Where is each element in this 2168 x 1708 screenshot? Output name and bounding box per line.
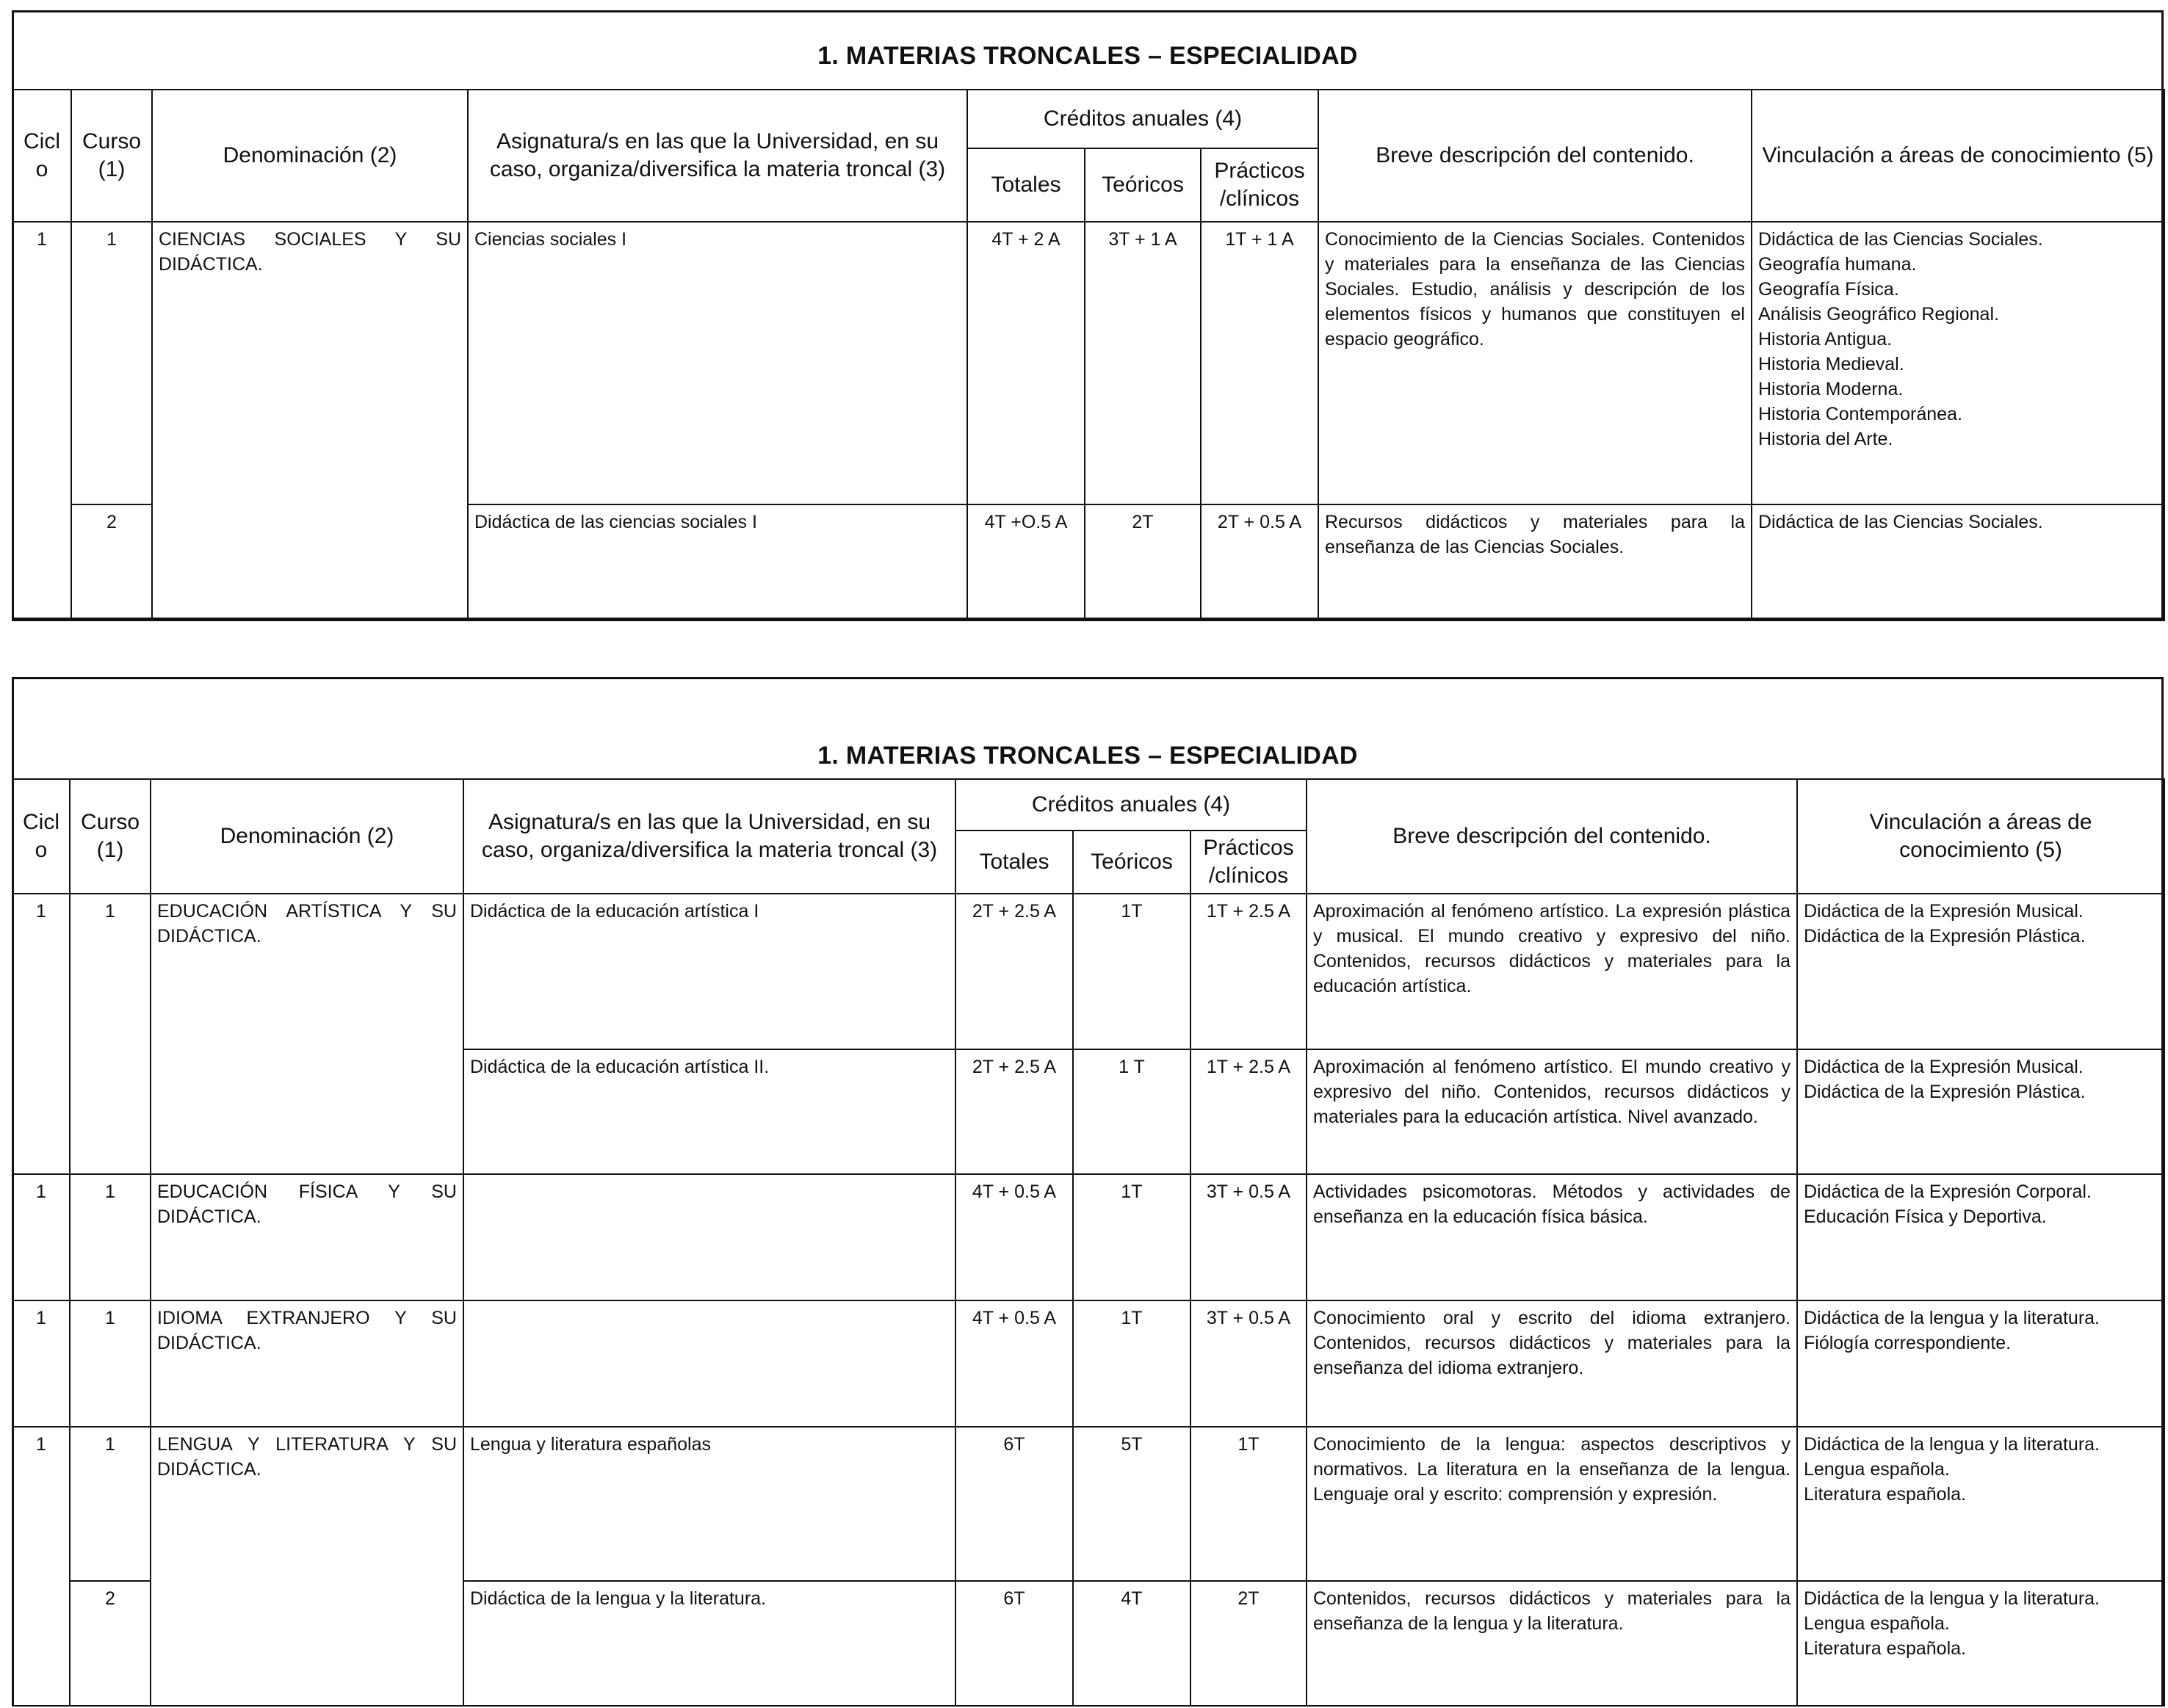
- cell-totales: 6T: [955, 1581, 1073, 1706]
- table-row: [12, 1427, 2164, 1581]
- cell-totales: 4T +O.5 A: [967, 504, 1085, 620]
- cell-asignatura: Didáctica de la educación artística I: [463, 894, 955, 1049]
- cell-areas: [1797, 1174, 2164, 1300]
- cell-practicos: 1T: [1190, 1427, 1307, 1581]
- cell-teoricos: 2T: [1085, 504, 1201, 620]
- header-totales: Totales: [955, 831, 1073, 894]
- cell-practicos: 3T + 0.5 A: [1190, 1300, 1307, 1427]
- cell-areas: [1752, 222, 2164, 504]
- area-item: Literatura española.: [1804, 1484, 1966, 1505]
- area-item: Geografía humana.: [1758, 254, 1917, 275]
- cell-totales: 4T + 2 A: [967, 222, 1085, 504]
- area-item: Historia Medieval.: [1758, 354, 1904, 374]
- cell-areas: [1752, 504, 2164, 620]
- cell-teoricos: 1T: [1073, 1300, 1190, 1427]
- cell-teoricos: 5T: [1073, 1427, 1190, 1581]
- cell-asignatura: Didáctica de las ciencias sociales I: [468, 504, 967, 620]
- cell-asignatura: Didáctica de la educación artística II.: [463, 1049, 955, 1174]
- cell-denominacion: EDUCACIÓN ARTÍSTICA Y SU DIDÁCTICA.: [151, 894, 463, 1174]
- cell-totales: 2T + 2.5 A: [955, 1049, 1073, 1174]
- area-item: Didáctica de la Expresión Plástica.: [1804, 926, 2086, 947]
- cell-descripcion: Aproximación al fenómeno artístico. El mundo creativo y expresivo del niño. Contenidos, recursos didácticos y materiales para la educación artística. Nivel avanzado.: [1307, 1049, 1797, 1174]
- cell-asignatura: Didáctica de la lengua y la literatura.: [463, 1581, 955, 1706]
- table-title: 1. MATERIAS TRONCALES – ESPECIALIDAD: [817, 42, 1358, 70]
- cell-curso: 1: [70, 1174, 151, 1300]
- cell-areas: [1797, 1581, 2164, 1706]
- cell-asignatura: Lengua y literatura españolas: [463, 1427, 955, 1581]
- cell-curso: 2: [71, 504, 152, 620]
- cell-curso: 2: [70, 1581, 151, 1706]
- cell-totales: 6T: [955, 1427, 1073, 1581]
- cell-descripcion: Recursos didácticos y materiales para la enseñanza de las Ciencias Sociales.: [1318, 504, 1752, 620]
- cell-denominacion: EDUCACIÓN FÍSICA Y SU DIDÁCTICA.: [151, 1174, 463, 1300]
- cell-denominacion: IDIOMA EXTRANJERO Y SU DIDÁCTICA.: [151, 1300, 463, 1427]
- header-ciclo: Cicl o: [12, 90, 71, 222]
- table-row: [12, 894, 2164, 1049]
- area-item: Didáctica de la lengua y la literatura.: [1804, 1588, 2100, 1609]
- cell-asignatura: Ciencias sociales I: [468, 222, 967, 504]
- header-descripcion: Breve descripción del contenido.: [1307, 779, 1797, 894]
- header-curso: Curso (1): [71, 90, 152, 222]
- cell-areas: [1797, 1049, 2164, 1174]
- header-asignatura: Asignatura/s en las que la Universidad, en su caso, organiza/diversifica la materia troncal (3): [463, 779, 955, 894]
- table-row: [12, 222, 2164, 504]
- area-item: Didáctica de las Ciencias Sociales.: [1758, 512, 2043, 532]
- cell-teoricos: 1T: [1073, 894, 1190, 1049]
- cell-descripcion: Conocimiento de la lengua: aspectos descriptivos y normativos. La literatura en la enseñanza de la lengua. Lenguaje oral y escrito: comprensión y expresión.: [1307, 1427, 1797, 1581]
- area-item: Fiólogía correspondiente.: [1804, 1333, 2012, 1353]
- subjects-table: [12, 89, 2165, 621]
- area-item: Geografía Física.: [1758, 279, 1899, 300]
- area-item: Didáctica de la lengua y la literatura.: [1804, 1308, 2100, 1328]
- cell-areas: [1797, 894, 2164, 1049]
- area-item: Análisis Geográfico Regional.: [1758, 304, 1999, 325]
- header-vinculacion: Vinculación a áreas de conocimiento (5): [1797, 779, 2164, 894]
- cell-curso: 1: [70, 1427, 151, 1581]
- cell-denominacion: CIENCIAS SOCIALES Y SU DIDÁCTICA.: [152, 222, 468, 620]
- cell-ciclo: 1: [12, 1427, 70, 1706]
- area-item: Lengua española.: [1804, 1613, 1950, 1634]
- cell-teoricos: 4T: [1073, 1581, 1190, 1706]
- cell-teoricos: 3T + 1 A: [1085, 222, 1201, 504]
- area-item: Literatura española.: [1804, 1638, 1966, 1659]
- cell-descripcion: Aproximación al fenómeno artístico. La expresión plástica y musical. El mundo creativo y expresivo del niño. Contenidos, recursos didácticos y materiales para la educación artística.: [1307, 894, 1797, 1049]
- area-item: Historia Contemporánea.: [1758, 404, 1962, 424]
- area-item: Didáctica de la Expresión Musical.: [1804, 901, 2084, 922]
- area-item: Lengua española.: [1804, 1459, 1950, 1480]
- area-item: Historia Antigua.: [1758, 329, 1893, 350]
- cell-practicos: 1T + 1 A: [1201, 222, 1318, 504]
- cell-descripcion: Actividades psicomotoras. Métodos y actividades de enseñanza en la educación física básica.: [1307, 1174, 1797, 1300]
- cell-denominacion: LENGUA Y LITERATURA Y SU DIDÁCTICA.: [151, 1427, 463, 1706]
- area-item: Didáctica de la Expresión Musical.: [1804, 1057, 2084, 1077]
- header-asignatura: Asignatura/s en las que la Universidad, en su caso, organiza/diversifica la materia troncal (3): [468, 90, 967, 222]
- materias-troncales-table-1: [12, 10, 2164, 620]
- cell-asignatura: [463, 1174, 955, 1300]
- cell-teoricos: 1 T: [1073, 1049, 1190, 1174]
- area-item: Didáctica de la Expresión Corporal.: [1804, 1182, 2092, 1202]
- cell-ciclo: 1: [12, 1174, 70, 1300]
- cell-totales: 4T + 0.5 A: [955, 1174, 1073, 1300]
- header-vinculacion: Vinculación a áreas de conocimiento (5): [1752, 90, 2164, 222]
- header-teoricos: Teóricos: [1085, 148, 1201, 222]
- cell-practicos: 2T + 0.5 A: [1201, 504, 1318, 620]
- header-descripcion: Breve descripción del contenido.: [1318, 90, 1752, 222]
- header-ciclo: Cicl o: [12, 779, 70, 894]
- cell-totales: 4T + 0.5 A: [955, 1300, 1073, 1427]
- cell-practicos: 3T + 0.5 A: [1190, 1174, 1307, 1300]
- cell-totales: 2T + 2.5 A: [955, 894, 1073, 1049]
- table-row: [12, 1300, 2164, 1427]
- subjects-table: [12, 778, 2165, 1707]
- materias-troncales-table-2: [12, 677, 2164, 1705]
- table-title: 1. MATERIAS TRONCALES – ESPECIALIDAD: [817, 742, 1358, 770]
- cell-descripcion: Contenidos, recursos didácticos y materiales para la enseñanza de la lengua y la literatura.: [1307, 1581, 1797, 1706]
- header-practicos: Prácticos /clínicos: [1190, 831, 1307, 894]
- table-row: [12, 1174, 2164, 1300]
- header-practicos: Prácticos /clínicos: [1201, 148, 1318, 222]
- cell-curso: 1: [71, 222, 152, 504]
- cell-asignatura: [463, 1300, 955, 1427]
- header-creditos: Créditos anuales (4): [955, 779, 1307, 831]
- cell-curso: 1: [70, 1300, 151, 1427]
- header-teoricos: Teóricos: [1073, 831, 1190, 894]
- header-denominacion: Denominación (2): [151, 779, 463, 894]
- area-item: Historia del Arte.: [1758, 429, 1893, 449]
- header-denominacion: Denominación (2): [152, 90, 468, 222]
- area-item: Educación Física y Deportiva.: [1804, 1206, 2047, 1227]
- cell-descripcion: Conocimiento oral y escrito del idioma extranjero. Contenidos, recursos didácticos y materiales para la enseñanza del idioma extranjero.: [1307, 1300, 1797, 1427]
- cell-areas: [1797, 1427, 2164, 1581]
- cell-practicos: 1T + 2.5 A: [1190, 894, 1307, 1049]
- area-item: Didáctica de la Expresión Plástica.: [1804, 1082, 2086, 1102]
- header-totales: Totales: [967, 148, 1085, 222]
- cell-ciclo: 1: [12, 894, 70, 1174]
- area-item: Historia Moderna.: [1758, 379, 1904, 399]
- cell-practicos: 1T + 2.5 A: [1190, 1049, 1307, 1174]
- cell-teoricos: 1T: [1073, 1174, 1190, 1300]
- cell-areas: [1797, 1300, 2164, 1427]
- area-item: Didáctica de la lengua y la literatura.: [1804, 1434, 2100, 1455]
- cell-curso: 1: [70, 894, 151, 1174]
- header-curso: Curso (1): [70, 779, 151, 894]
- header-creditos: Créditos anuales (4): [967, 90, 1318, 148]
- cell-practicos: 2T: [1190, 1581, 1307, 1706]
- cell-descripcion: Conocimiento de la Ciencias Sociales. Contenidos y materiales para la enseñanza de las Ciencias Sociales. Estudio, análisis y descripción de los elementos físicos y humanos que constituyen el espacio geográfico.: [1318, 222, 1752, 504]
- cell-ciclo: 1: [12, 1300, 70, 1427]
- area-item: Didáctica de las Ciencias Sociales.: [1758, 229, 2043, 250]
- cell-ciclo: 1: [12, 222, 71, 620]
